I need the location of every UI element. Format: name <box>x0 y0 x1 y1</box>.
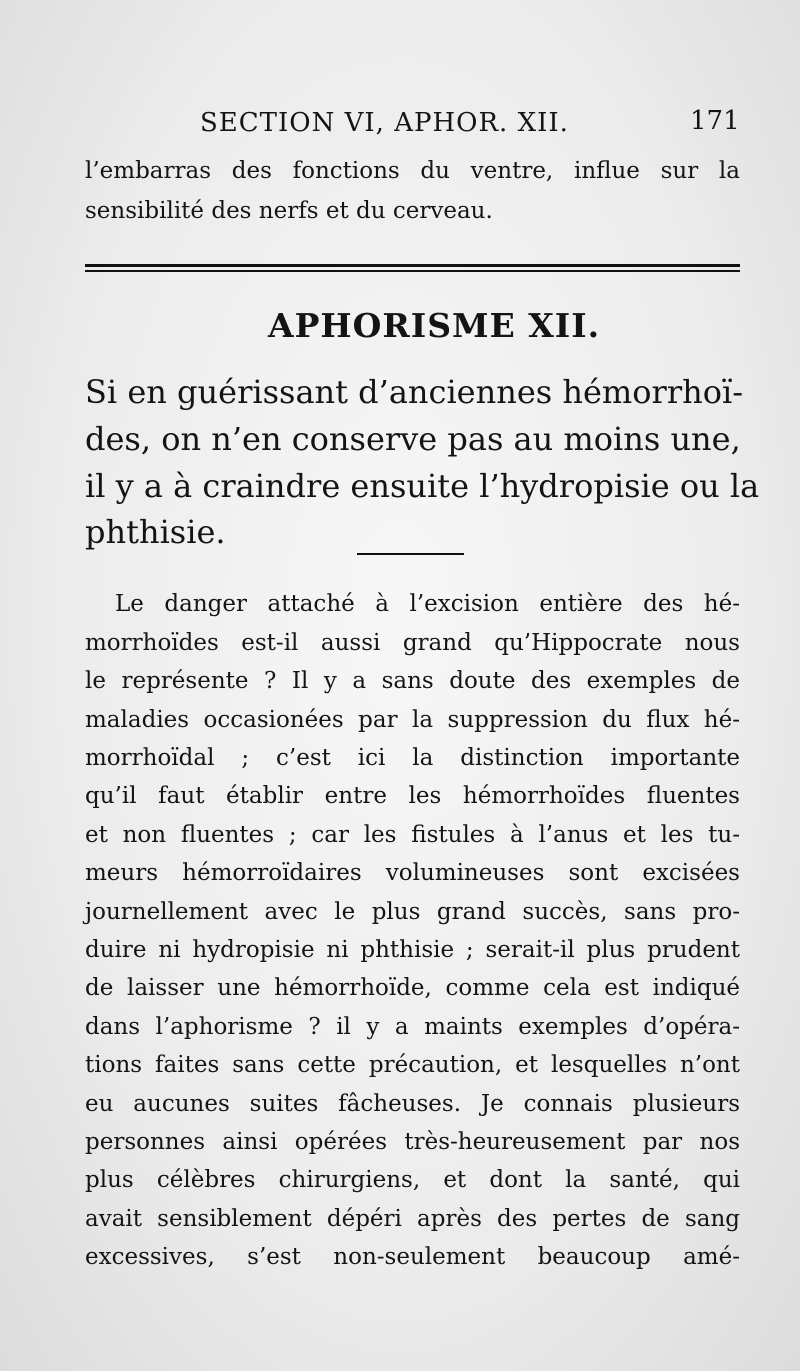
commentary-line: Le danger attaché à l’excision entière des hé- <box>115 591 740 617</box>
commentary-line: eu aucunes suites fâcheuses. Je connais plusieurs <box>85 1091 740 1117</box>
commentary-line: avait sensiblement dépéri après des pertes de sang <box>85 1206 740 1232</box>
running-head: SECTION VI, APHOR. XII. <box>200 108 569 138</box>
commentary-line: qu’il faut établir entre les hémorrhoïdes fluentes <box>85 783 740 809</box>
commentary-line: plus célèbres chirurgiens, et dont la santé, qui <box>85 1167 740 1193</box>
commentary-line: le représente ? Il y a sans doute des exemples de <box>85 668 740 694</box>
commentary-line: excessives, s’est non-seulement beaucoup amé- <box>85 1244 740 1270</box>
section-divider-rule <box>85 270 740 272</box>
commentary-line: personnes ainsi opérées très-heureusement par nos <box>85 1129 740 1155</box>
aphorism-line: Si en guérissant d’anciennes hémorrhoï- <box>85 373 744 411</box>
page-number: 171 <box>690 106 740 136</box>
aphorism-line: des, on n’en conserve pas au moins une, <box>85 420 741 458</box>
aphorism-line: il y a à craindre ensuite l’hydropisie ou la <box>85 467 760 505</box>
section-divider-rule <box>85 264 740 267</box>
commentary-line: et non fluentes ; car les fistules à l’anus et les tu- <box>85 822 740 848</box>
carryover-line: l’embarras des fonctions du ventre, influe sur la <box>85 158 740 184</box>
commentary-line: morrhoïdal ; c’est ici la distinction importante <box>85 745 740 771</box>
commentary-line: meurs hémorroïdaires volumineuses sont excisées <box>85 860 740 886</box>
aphorism-title: APHORISME XII. <box>268 306 601 345</box>
commentary-line: journellement avec le plus grand succès, sans pro- <box>85 899 740 925</box>
commentary-line: tions faites sans cette précaution, et lesquelles n’ont <box>85 1052 740 1078</box>
commentary-line: dans l’aphorisme ? il y a maints exemples d’opéra- <box>85 1014 740 1040</box>
commentary-line: duire ni hydropisie ni phthisie ; serait-il plus prudent <box>85 937 740 963</box>
commentary-line: maladies occasionées par la suppression du flux hé- <box>85 707 740 733</box>
carryover-line: sensibilité des nerfs et du cerveau. <box>85 198 493 224</box>
commentary-line: de laisser une hémorrhoïde, comme cela est indiqué <box>85 975 740 1001</box>
commentary-line: morrhoïdes est-il aussi grand qu’Hippocrate nous <box>85 630 740 656</box>
aphorism-line: phthisie. <box>85 513 226 551</box>
separator-rule <box>357 553 464 555</box>
